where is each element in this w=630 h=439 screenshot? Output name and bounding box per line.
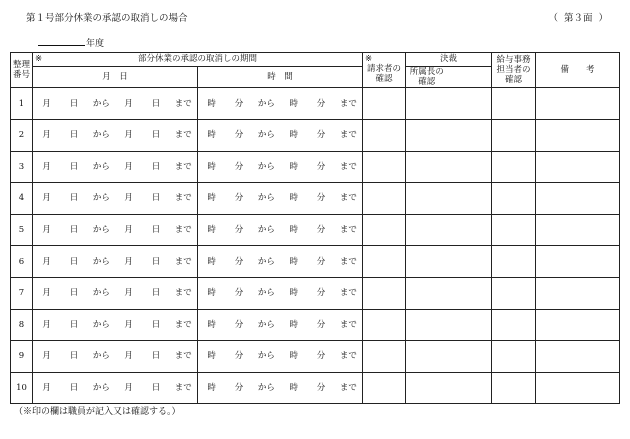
time-unit-label: から <box>257 193 275 204</box>
date-unit-label: 月 <box>42 319 51 330</box>
form-title: 第１号部分休業の承認の取消しの場合 <box>26 13 188 24</box>
time-range-cell[interactable] <box>198 341 363 373</box>
date-unit-label: から <box>92 224 110 235</box>
date-range-cell[interactable] <box>33 277 198 309</box>
date-unit-label: から <box>92 130 110 141</box>
time-unit-label: 時 <box>289 256 298 267</box>
row-number: 9 <box>11 341 33 373</box>
remarks-cell[interactable] <box>536 119 620 151</box>
payroll-confirm-cell[interactable] <box>492 341 536 373</box>
requester-confirm-cell[interactable] <box>363 341 406 373</box>
requester-confirm-cell[interactable] <box>363 119 406 151</box>
date-unit-label: から <box>92 161 110 172</box>
time-unit-label: から <box>257 382 275 393</box>
time-unit-label: 分 <box>234 98 244 109</box>
time-unit-label: 時 <box>207 130 216 141</box>
date-range-cell[interactable] <box>33 309 198 341</box>
table-row <box>11 372 620 404</box>
requester-confirm-cell[interactable] <box>363 277 406 309</box>
dept-head-confirm-cell[interactable] <box>406 214 448 246</box>
time-range-cell[interactable] <box>198 183 363 215</box>
table-row <box>11 151 620 183</box>
payroll-confirm-cell[interactable] <box>492 277 536 309</box>
time-unit-label: から <box>257 256 275 267</box>
dept-head-confirm-cell-2[interactable] <box>448 214 492 246</box>
time-unit-label: まで <box>339 256 357 267</box>
row-number: 6 <box>11 246 33 278</box>
time-unit-label: 時 <box>289 382 298 393</box>
dept-head-confirm-cell-2[interactable] <box>448 119 492 151</box>
date-unit-label: 日 <box>69 382 79 393</box>
date-unit-label: 日 <box>151 351 161 362</box>
table-row <box>11 214 620 246</box>
time-unit-label: 時 <box>207 224 216 235</box>
date-unit-label: 月 <box>124 351 133 362</box>
date-unit-label: 日 <box>151 161 161 172</box>
time-unit-label: 時 <box>289 288 298 299</box>
note-mark: ※ <box>35 54 43 64</box>
dept-head-confirm-cell[interactable] <box>406 372 448 404</box>
seiri-bango-header: 整理 番号 <box>11 53 33 88</box>
remarks-cell[interactable] <box>536 88 620 120</box>
time-unit-label: 時 <box>207 98 216 109</box>
date-unit-label: 月 <box>124 193 133 204</box>
date-unit-label: 月 <box>124 382 133 393</box>
time-unit-label: 時 <box>207 382 216 393</box>
date-unit-label: 月 <box>124 288 133 299</box>
table-row <box>11 309 620 341</box>
time-unit-label: まで <box>339 382 357 393</box>
time-unit-label: 時 <box>289 161 298 172</box>
row-number: 10 <box>11 372 33 404</box>
time-range-cell[interactable] <box>198 88 363 120</box>
time-unit-label: から <box>257 351 275 362</box>
time-unit-label: 分 <box>316 98 326 109</box>
date-range-cell[interactable] <box>33 119 198 151</box>
time-unit-label: 時 <box>289 224 298 235</box>
time-unit-label: 時 <box>207 161 216 172</box>
time-unit-label: 分 <box>316 288 326 299</box>
dept-head-confirm-cell[interactable] <box>406 119 448 151</box>
date-unit-label: 月 <box>42 130 51 141</box>
remarks-cell[interactable] <box>536 183 620 215</box>
date-range-cell[interactable] <box>33 372 198 404</box>
date-unit-label: 月 <box>124 319 133 330</box>
dept-head-confirm-cell[interactable] <box>406 341 448 373</box>
row-number: 5 <box>11 214 33 246</box>
approval-header: 決裁 <box>406 53 492 67</box>
time-unit-label: 分 <box>234 382 244 393</box>
time-unit-label: 時 <box>207 193 216 204</box>
dept-head-confirm-cell[interactable] <box>406 277 448 309</box>
requester-confirm-cell[interactable] <box>363 88 406 120</box>
dept-head-confirm-blank <box>448 67 492 88</box>
requester-confirm-cell[interactable] <box>363 214 406 246</box>
date-range-cell[interactable] <box>33 246 198 278</box>
time-unit-label: 分 <box>234 319 244 330</box>
year-label: 年度 <box>86 39 105 49</box>
dept-head-confirm-cell[interactable] <box>406 183 448 215</box>
date-range-cell[interactable] <box>33 341 198 373</box>
date-unit-label: 日 <box>151 256 161 267</box>
time-unit-label: 時 <box>207 351 216 362</box>
remarks-cell[interactable] <box>536 214 620 246</box>
date-unit-label: 日 <box>69 256 79 267</box>
table-row <box>11 341 620 373</box>
date-unit-label: から <box>92 256 110 267</box>
time-unit-label: から <box>257 288 275 299</box>
time-unit-label: まで <box>339 130 357 141</box>
time-unit-label: まで <box>339 193 357 204</box>
time-unit-label: 分 <box>234 224 244 235</box>
time-unit-label: から <box>257 98 275 109</box>
time-unit-label: 時 <box>289 319 298 330</box>
date-unit-label: 日 <box>151 319 161 330</box>
time-unit-label: 分 <box>234 130 244 141</box>
date-range-cell[interactable] <box>33 183 198 215</box>
time-range-cell[interactable] <box>198 214 363 246</box>
time-unit-label: まで <box>339 98 357 109</box>
date-unit-label: まで <box>174 98 192 109</box>
date-unit-label: 日 <box>69 319 79 330</box>
date-unit-label: まで <box>174 130 192 141</box>
date-unit-label: まで <box>174 256 192 267</box>
time-unit-label: 分 <box>316 161 326 172</box>
requester-confirm-cell[interactable] <box>363 309 406 341</box>
date-unit-label: 日 <box>151 382 161 393</box>
time-unit-label: 分 <box>234 161 244 172</box>
time-unit-label: まで <box>339 319 357 330</box>
remarks-cell[interactable] <box>536 277 620 309</box>
time-unit-label: 時 <box>289 193 298 204</box>
time-unit-label: まで <box>339 161 357 172</box>
date-unit-label: 月 <box>42 193 51 204</box>
date-unit-label: まで <box>174 382 192 393</box>
time-range-cell[interactable] <box>198 309 363 341</box>
time-unit-label: 分 <box>316 130 326 141</box>
dept-head-confirm-cell-2[interactable] <box>448 88 492 120</box>
time-unit-label: から <box>257 161 275 172</box>
table-row <box>11 183 620 215</box>
date-unit-label: 日 <box>69 351 79 362</box>
date-unit-label: 月 <box>42 288 51 299</box>
date-range-cell[interactable] <box>33 214 198 246</box>
date-unit-label: から <box>92 288 110 299</box>
remarks-cell[interactable] <box>536 309 620 341</box>
date-unit-label: 日 <box>151 288 161 299</box>
requester-note-mark: ※ <box>365 54 373 64</box>
page-label: （ 第３面 ） <box>548 13 608 24</box>
time-unit-label: まで <box>339 351 357 362</box>
dept-head-confirm-header: 所属長の 確認 <box>406 67 448 88</box>
time-unit-label: 時 <box>207 256 216 267</box>
table-row <box>11 119 620 151</box>
date-unit-label: から <box>92 98 110 109</box>
table-row <box>11 277 620 309</box>
remarks-cell[interactable] <box>536 246 620 278</box>
remarks-cell[interactable] <box>536 341 620 373</box>
dept-head-confirm-cell[interactable] <box>406 88 448 120</box>
time-unit-label: 分 <box>316 193 326 204</box>
requester-confirm-header: ※ 請求者の 確認 <box>363 53 406 88</box>
time-range-cell[interactable] <box>198 246 363 278</box>
time-unit-label: 分 <box>234 351 244 362</box>
time-unit-label: 時 <box>289 98 298 109</box>
row-number: 1 <box>11 88 33 120</box>
date-unit-label: まで <box>174 224 192 235</box>
time-unit-label: 分 <box>316 224 326 235</box>
time-header: 時 間 <box>198 67 363 88</box>
date-unit-label: 日 <box>69 98 79 109</box>
date-unit-label: 日 <box>151 193 161 204</box>
payroll-confirm-cell[interactable] <box>492 151 536 183</box>
dept-head-confirm-cell-2[interactable] <box>448 183 492 215</box>
date-unit-label: まで <box>174 193 192 204</box>
time-unit-label: 分 <box>234 256 244 267</box>
time-unit-label: 分 <box>234 288 244 299</box>
time-range-cell[interactable] <box>198 277 363 309</box>
time-unit-label: から <box>257 319 275 330</box>
date-unit-label: 月 <box>42 98 51 109</box>
time-unit-label: 時 <box>289 351 298 362</box>
date-unit-label: まで <box>174 319 192 330</box>
date-unit-label: 日 <box>151 98 161 109</box>
date-unit-label: 月 <box>42 256 51 267</box>
time-range-cell[interactable] <box>198 372 363 404</box>
time-unit-label: まで <box>339 288 357 299</box>
date-unit-label: 日 <box>69 288 79 299</box>
payroll-confirm-cell[interactable] <box>492 183 536 215</box>
footnote: （※印の欄は職員が記入又は確認する。） <box>14 407 181 417</box>
remarks-cell[interactable] <box>536 151 620 183</box>
time-unit-label: 分 <box>316 351 326 362</box>
row-number: 7 <box>11 277 33 309</box>
date-unit-label: 月 <box>124 98 133 109</box>
time-unit-label: 分 <box>316 256 326 267</box>
date-unit-label: から <box>92 382 110 393</box>
date-unit-label: 日 <box>151 224 161 235</box>
date-unit-label: まで <box>174 161 192 172</box>
date-unit-label: 日 <box>69 193 79 204</box>
row-number: 8 <box>11 309 33 341</box>
cancellation-table <box>10 52 620 404</box>
row-number: 4 <box>11 183 33 215</box>
date-unit-label: 日 <box>69 224 79 235</box>
dept-head-confirm-cell[interactable] <box>406 309 448 341</box>
date-unit-label: まで <box>174 351 192 362</box>
time-unit-label: 時 <box>207 319 216 330</box>
table-row <box>11 246 620 278</box>
date-unit-label: 月 <box>124 130 133 141</box>
payroll-confirm-header: 給与事務 担当者の 確認 <box>492 53 536 88</box>
table-row <box>11 88 620 120</box>
dept-head-confirm-cell-2[interactable] <box>448 151 492 183</box>
period-header <box>33 53 363 67</box>
payroll-confirm-cell[interactable] <box>492 88 536 120</box>
time-unit-label: から <box>257 224 275 235</box>
date-unit-label: 日 <box>69 161 79 172</box>
dept-head-confirm-cell-2[interactable] <box>448 309 492 341</box>
dept-head-confirm-cell[interactable] <box>406 151 448 183</box>
requester-confirm-cell[interactable] <box>363 246 406 278</box>
payroll-confirm-cell[interactable] <box>492 119 536 151</box>
date-unit-label: 月 <box>124 224 133 235</box>
dept-head-confirm-cell-2[interactable] <box>448 372 492 404</box>
payroll-confirm-cell[interactable] <box>492 246 536 278</box>
date-unit-label: から <box>92 193 110 204</box>
date-range-cell[interactable] <box>33 151 198 183</box>
time-range-cell[interactable] <box>198 119 363 151</box>
time-unit-label: から <box>257 130 275 141</box>
year-input-line[interactable] <box>38 35 85 46</box>
period-title: 部分休業の承認の取消しの期間 <box>138 54 258 65</box>
date-unit-label: から <box>92 351 110 362</box>
payroll-confirm-cell[interactable] <box>492 372 536 404</box>
date-unit-label: まで <box>174 288 192 299</box>
date-unit-label: 日 <box>69 130 79 141</box>
time-unit-label: 分 <box>234 193 244 204</box>
dept-head-confirm-cell-2[interactable] <box>448 341 492 373</box>
time-unit-label: 時 <box>207 288 216 299</box>
dept-head-confirm-cell-2[interactable] <box>448 277 492 309</box>
time-unit-label: まで <box>339 224 357 235</box>
row-number: 3 <box>11 151 33 183</box>
remarks-cell[interactable] <box>536 372 620 404</box>
date-range-cell[interactable] <box>33 88 198 120</box>
date-unit-label: 月 <box>124 161 133 172</box>
requester-confirm-cell[interactable] <box>363 151 406 183</box>
date-unit-label: 月 <box>42 382 51 393</box>
payroll-confirm-cell[interactable] <box>492 309 536 341</box>
payroll-confirm-cell[interactable] <box>492 214 536 246</box>
time-range-cell[interactable] <box>198 151 363 183</box>
month-day-header: 月 日 <box>33 67 198 88</box>
date-unit-label: 月 <box>42 351 51 362</box>
time-unit-label: 時 <box>289 130 298 141</box>
row-number: 2 <box>11 119 33 151</box>
dept-head-confirm-cell[interactable] <box>406 246 448 278</box>
remarks-header: 備 考 <box>536 53 620 88</box>
date-unit-label: から <box>92 319 110 330</box>
date-unit-label: 月 <box>42 161 51 172</box>
date-unit-label: 月 <box>42 224 51 235</box>
time-unit-label: 分 <box>316 382 326 393</box>
requester-confirm-cell[interactable] <box>363 372 406 404</box>
dept-head-confirm-cell-2[interactable] <box>448 246 492 278</box>
date-unit-label: 月 <box>124 256 133 267</box>
requester-confirm-cell[interactable] <box>363 183 406 215</box>
date-unit-label: 日 <box>151 130 161 141</box>
time-unit-label: 分 <box>316 319 326 330</box>
